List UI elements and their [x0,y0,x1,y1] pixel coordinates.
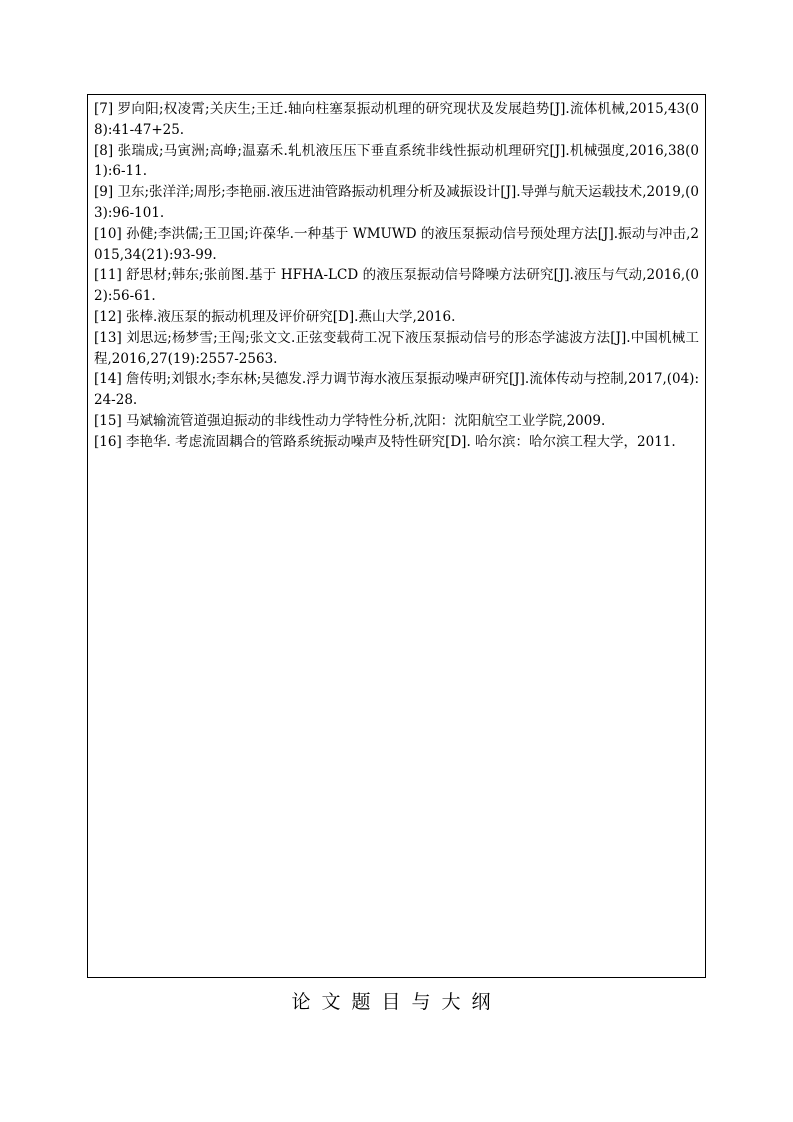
section-title: 论文题目与大纲 [291,991,502,1013]
reference-item-8: [8] 张瑞成;马寅洲;高峥;温嘉禾.轧机液压压下垂直系统非线性振动机理研究[J].机械强度,2016,38(01):6-11. [94,142,699,180]
reference-item-13: [13] 刘思远;杨梦雪;王闯;张文文.正弦变载荷工况下液压泵振动信号的形态学滤波方法[J].中国机械工程,2016,27(19):2557-2563. [94,329,699,367]
reference-item-7: [7] 罗向阳;权凌霄;关庆生;王迁.轴向柱塞泵振动机理的研究现状及发展趋势[J].流体机械,2015,43(08):41-47+25. [94,101,699,138]
references-box [87,94,706,978]
reference-item-14: [14] 詹传明;刘银水;李东林;吴德发.浮力调节海水液压泵振动噪声研究[J].流体传动与控制,2017,(04):24-28. [94,371,699,409]
reference-item-10: [10] 孙健;李洪儒;王卫国;许葆华.一种基于 WMUWD 的液压泵振动信号预处理方法[J].振动与冲击,2015,34(21):93-99. [94,225,699,263]
reference-item-15: [15] 马斌输流管道强迫振动的非线性动力学特性分析,沈阳：沈阳航空工业学院,2009. [94,412,606,429]
reference-item-16: [16] 李艳华. 考虑流固耦合的管路系统振动噪声及特性研究[D]. 哈尔滨：哈尔滨工程大学，2011. [94,433,676,450]
reference-item-11: [11] 舒思材;韩东;张前图.基于 HFHA-LCD 的液压泵振动信号降噪方法研究[J].液压与气动,2016,(02):56-61. [94,267,699,305]
reference-list [94,99,699,453]
reference-item-12: [12] 张棒.液压泵的振动机理及评价研究[D].燕山大学,2016. [94,308,456,325]
reference-item-9: [9] 卫东;张洋洋;周彤;李艳丽.液压进油管路振动机理分析及减振设计[J].导弹与航天运载技术,2019,(03):96-101. [94,184,699,221]
